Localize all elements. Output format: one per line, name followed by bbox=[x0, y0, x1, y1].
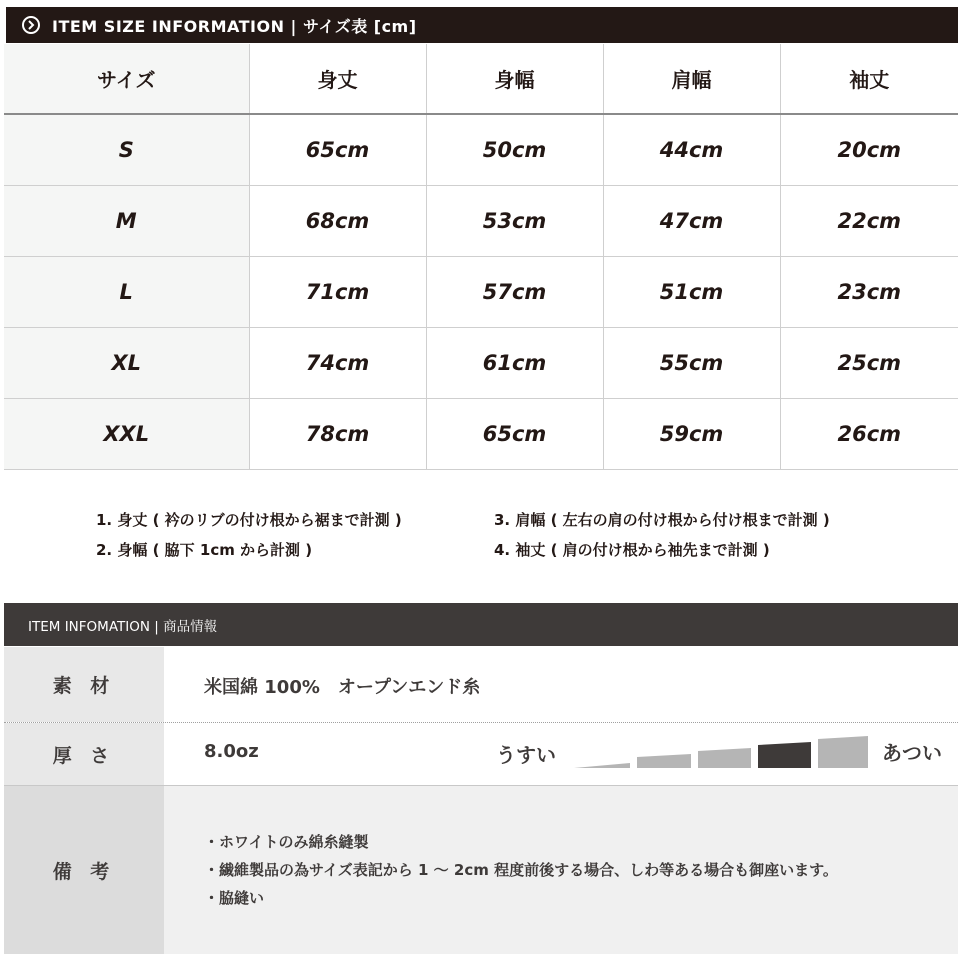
width-cell: 50cm bbox=[426, 114, 603, 186]
list-item: ・脇縫い bbox=[204, 889, 265, 907]
chevron-right-circle-icon bbox=[22, 16, 40, 34]
thickness-value: 8.0oz bbox=[204, 741, 259, 762]
size-section-title: ITEM SIZE INFORMATION | サイズ表 [cm] bbox=[52, 16, 417, 36]
thickness-scale-step-3 bbox=[698, 748, 751, 768]
shoulder-cell: 47cm bbox=[603, 186, 780, 257]
table-row bbox=[4, 114, 958, 186]
length-cell: 78cm bbox=[249, 399, 426, 470]
thickness-label: 厚 さ bbox=[4, 723, 164, 785]
width-cell: 57cm bbox=[426, 257, 603, 328]
sleeve-cell: 22cm bbox=[780, 186, 958, 257]
table-row bbox=[4, 328, 958, 399]
sleeve-cell: 20cm bbox=[780, 114, 958, 186]
size-cell: XL bbox=[4, 328, 249, 399]
material-value: 米国綿 100% オープンエンド糸 bbox=[204, 677, 481, 698]
measure-note-sleeve: 4. 袖丈 ( 肩の付け根から袖先まで計測 ) bbox=[494, 541, 770, 559]
table-row bbox=[4, 257, 958, 328]
measure-note-length: 1. 身丈 ( 衿のリブの付け根から裾まで計測 ) bbox=[96, 511, 402, 529]
size-cell: S bbox=[4, 114, 249, 186]
length-cell: 74cm bbox=[249, 328, 426, 399]
length-cell: 71cm bbox=[249, 257, 426, 328]
length-cell: 65cm bbox=[249, 114, 426, 186]
remarks-row bbox=[4, 786, 958, 954]
column-header-sleeve: 袖丈 bbox=[780, 44, 958, 114]
material-label: 素 材 bbox=[4, 647, 164, 722]
thick-label: あつい bbox=[882, 741, 942, 765]
length-cell: 68cm bbox=[249, 186, 426, 257]
remarks-list bbox=[204, 828, 838, 912]
thickness-scale bbox=[574, 735, 870, 771]
size-table bbox=[4, 44, 958, 470]
list-item: ・繊維製品の為サイズ表記から 1 ～ 2cm 程度前後する場合、しわ等ある場合も御座います。 bbox=[204, 861, 838, 879]
shoulder-cell: 55cm bbox=[603, 328, 780, 399]
info-section-title: ITEM INFOMATION | 商品情報 bbox=[28, 618, 218, 635]
column-header-size: サイズ bbox=[4, 44, 249, 114]
sleeve-cell: 23cm bbox=[780, 257, 958, 328]
width-cell: 53cm bbox=[426, 186, 603, 257]
list-item: ・ホワイトのみ綿糸縫製 bbox=[204, 833, 369, 851]
column-header-length: 身丈 bbox=[249, 44, 426, 114]
remarks-label: 備 考 bbox=[4, 786, 164, 954]
thickness-scale-step-4 bbox=[758, 742, 811, 768]
thickness-scale-step-5 bbox=[818, 736, 868, 768]
thin-label: うすい bbox=[496, 743, 556, 767]
column-header-shoulder: 肩幅 bbox=[603, 44, 780, 114]
shoulder-cell: 51cm bbox=[603, 257, 780, 328]
info-section-header bbox=[4, 603, 958, 646]
width-cell: 61cm bbox=[426, 328, 603, 399]
thickness-scale-step-1 bbox=[574, 763, 630, 768]
shoulder-cell: 59cm bbox=[603, 399, 780, 470]
size-section-header bbox=[6, 7, 958, 43]
size-cell: M bbox=[4, 186, 249, 257]
size-cell: XXL bbox=[4, 399, 249, 470]
shoulder-cell: 44cm bbox=[603, 114, 780, 186]
measure-note-shoulder: 3. 肩幅 ( 左右の肩の付け根から付け根まで計測 ) bbox=[494, 511, 830, 529]
sleeve-cell: 26cm bbox=[780, 399, 958, 470]
column-header-width: 身幅 bbox=[426, 44, 603, 114]
table-row bbox=[4, 186, 958, 257]
width-cell: 65cm bbox=[426, 399, 603, 470]
material-row bbox=[4, 647, 958, 722]
size-cell: L bbox=[4, 257, 249, 328]
table-row bbox=[4, 399, 958, 470]
sleeve-cell: 25cm bbox=[780, 328, 958, 399]
size-table-header-row bbox=[4, 44, 958, 114]
measure-note-width: 2. 身幅 ( 脇下 1cm から計測 ) bbox=[96, 541, 313, 559]
thickness-scale-step-2 bbox=[637, 754, 691, 768]
